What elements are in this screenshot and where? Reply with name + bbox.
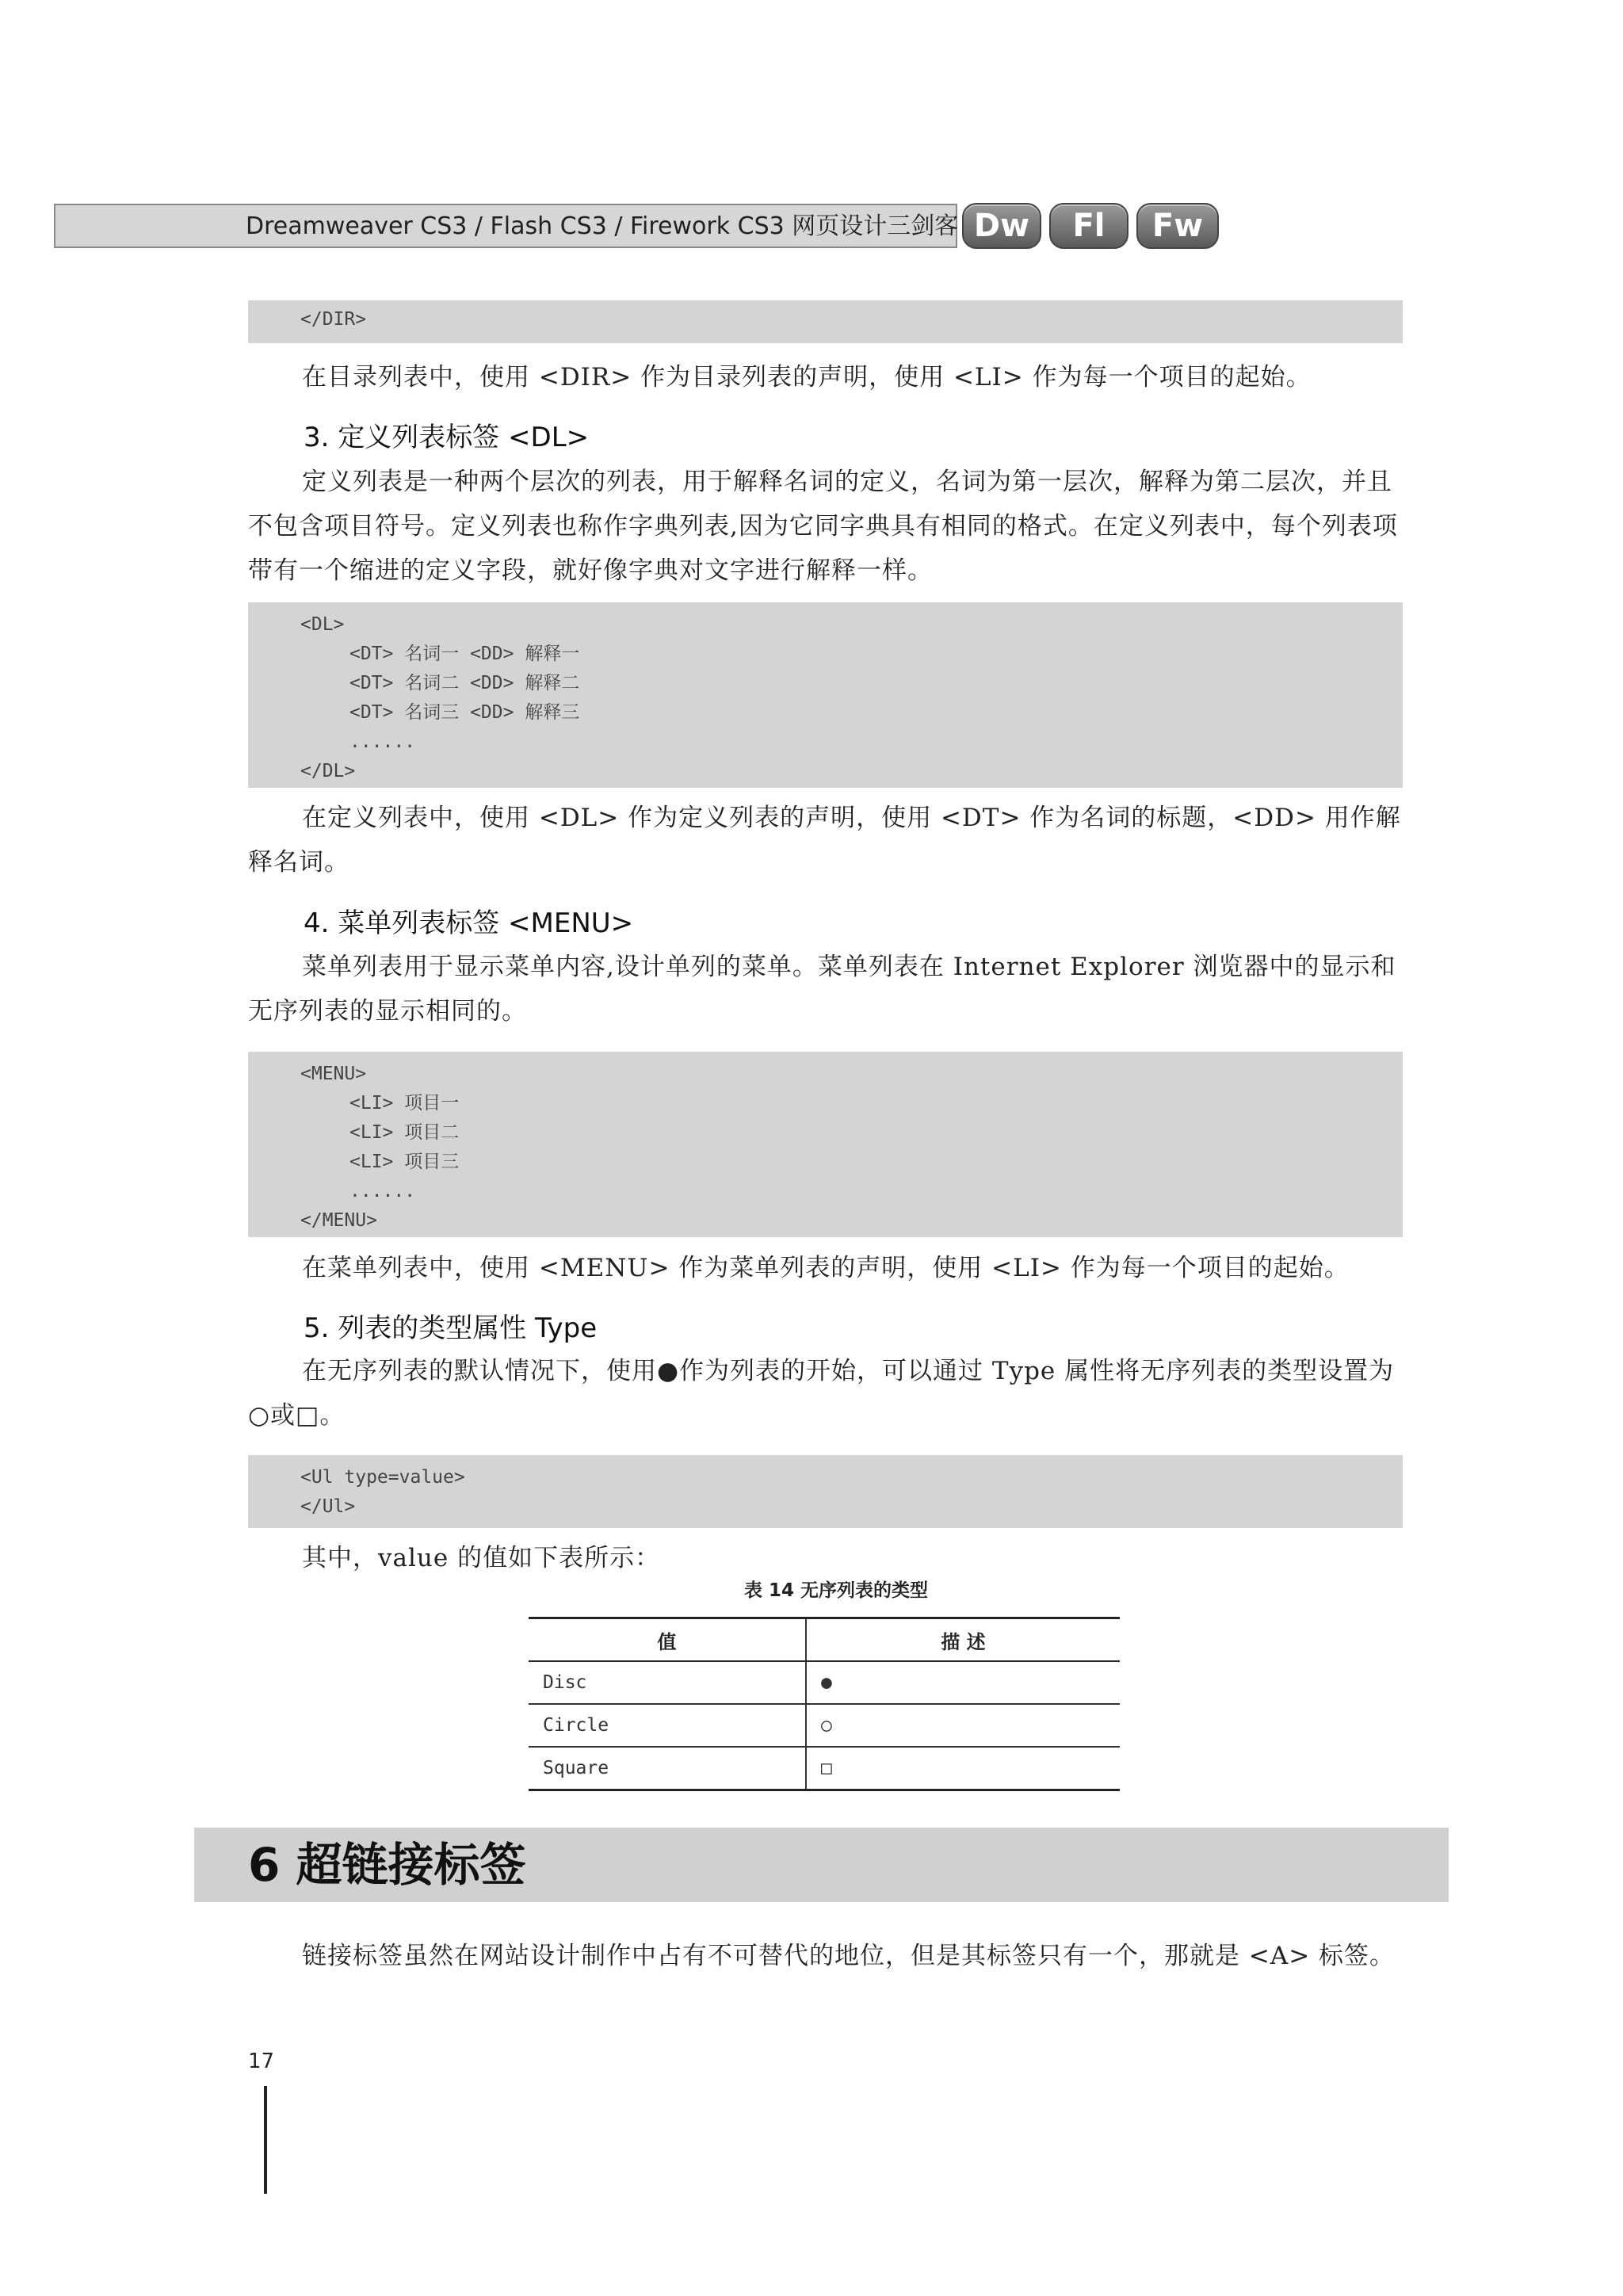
paragraph-dir-usage: 在目录列表中，使用 <DIR> 作为目录列表的声明，使用 <LI> 作为每一个项目的起始。 bbox=[302, 363, 1312, 392]
dreamweaver-logo-icon: Dw bbox=[962, 203, 1041, 249]
table-cell: Disc bbox=[529, 1661, 806, 1704]
table-caption: 表 14 无序列表的类型 bbox=[743, 1580, 929, 1601]
code-line: <MENU> bbox=[300, 1064, 367, 1084]
table-cell: Square bbox=[529, 1747, 806, 1790]
table-header-value: 值 bbox=[529, 1618, 806, 1662]
code-line: <DL> bbox=[300, 614, 345, 635]
table-row bbox=[529, 1661, 1120, 1704]
code-line: </DL> bbox=[300, 761, 356, 781]
page-number: 17 bbox=[248, 2050, 275, 2073]
list-type-table bbox=[529, 1617, 1120, 1791]
heading-list-type: 5. 列表的类型属性 Type bbox=[304, 1312, 598, 1344]
paragraph-link-intro: 链接标签虽然在网站设计制作中占有不可替代的地位，但是其标签只有一个，那就是 <A> 标签。 bbox=[302, 1942, 1396, 1970]
code-block-menu bbox=[248, 1052, 1403, 1237]
table-cell: ○ bbox=[806, 1704, 1120, 1747]
paragraph-menu-intro: 菜单列表用于显示菜单内容,设计单列的菜单。菜单列表在 Internet Explorer 浏览器中的显示和无序列表的显示相同的。 bbox=[248, 953, 1396, 1026]
code-line: ...... bbox=[349, 1181, 416, 1201]
code-line: <LI> 项目二 bbox=[349, 1122, 460, 1143]
table-header-description: 描 述 bbox=[806, 1618, 1120, 1662]
heading-definition-list: 3. 定义列表标签 <DL> bbox=[304, 422, 590, 453]
table-row bbox=[529, 1747, 1120, 1790]
code-line: <DT> 名词二 <DD> 解释二 bbox=[349, 673, 580, 693]
table-header-row bbox=[529, 1618, 1120, 1662]
code-block-ul bbox=[248, 1455, 1403, 1528]
table-cell: Circle bbox=[529, 1704, 806, 1747]
page-number-rule bbox=[264, 2086, 267, 2194]
running-header-title: Dreamweaver CS3 / Flash CS3 / Firework CS3 网页设计三剑客 bbox=[246, 212, 959, 240]
paragraph-menu-usage: 在菜单列表中，使用 <MENU> 作为菜单列表的声明，使用 <LI> 作为每一个项目的起始。 bbox=[302, 1254, 1350, 1282]
table-cell: ● bbox=[806, 1661, 1120, 1704]
code-line: </DIR> bbox=[300, 309, 367, 330]
paragraph-dl-usage: 在定义列表中，使用 <DL> 作为定义列表的声明，使用 <DT> 作为名词的标题，<DD> 用作解释名词。 bbox=[248, 804, 1401, 877]
code-block-dir bbox=[248, 300, 1403, 343]
table-cell: □ bbox=[806, 1747, 1120, 1790]
paragraph-value-intro: 其中，value 的值如下表所示： bbox=[302, 1544, 661, 1572]
table-row bbox=[529, 1704, 1120, 1747]
code-line: </Ul> bbox=[300, 1496, 356, 1517]
heading-menu-list: 4. 菜单列表标签 <MENU> bbox=[304, 907, 634, 939]
code-line: <DT> 名词一 <DD> 解释一 bbox=[349, 644, 580, 664]
code-line: <Ul type=value> bbox=[300, 1467, 465, 1488]
section-title: 6 超链接标签 bbox=[248, 1838, 526, 1892]
code-line: <DT> 名词三 <DD> 解释三 bbox=[349, 702, 580, 723]
paragraph-dl-intro: 定义列表是一种两个层次的列表，用于解释名词的定义，名词为第一层次，解释为第二层次，并且不包含项目符号。定义列表也称作字典列表,因为它同字典具有相同的格式。在定义列表中，每个列表项带有一个缩进的定义字段，就好像字典对文字进行解释一样。 bbox=[248, 468, 1398, 585]
code-block-dl bbox=[248, 602, 1403, 788]
code-line: <LI> 项目一 bbox=[349, 1093, 460, 1114]
fireworks-logo-icon: Fw bbox=[1136, 203, 1219, 249]
code-line: ...... bbox=[349, 732, 416, 752]
flash-logo-icon: Fl bbox=[1049, 203, 1128, 249]
paragraph-type-intro: 在无序列表的默认情况下，使用●作为列表的开始，可以通过 Type 属性将无序列表的类型设置为○或□。 bbox=[248, 1357, 1395, 1430]
code-line: <LI> 项目三 bbox=[349, 1152, 460, 1172]
code-line: </MENU> bbox=[300, 1210, 377, 1231]
